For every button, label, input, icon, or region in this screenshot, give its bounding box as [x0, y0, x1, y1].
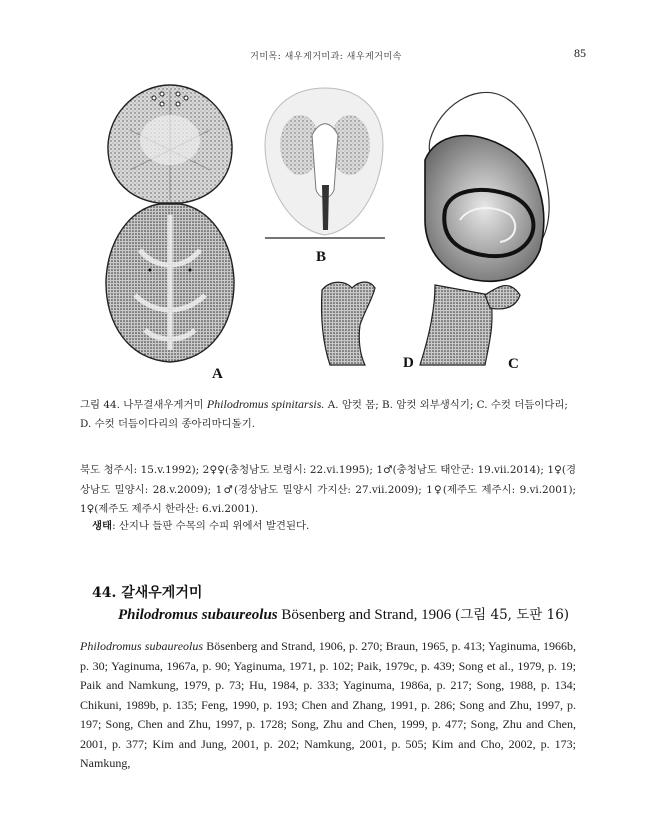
panel-b-epigyne [265, 88, 385, 265]
ecology-note [92, 517, 309, 535]
figure-illustration [90, 80, 570, 380]
panel-label-c: C [508, 356, 519, 372]
species-authority: Bösenberg and Strand, 1906 [277, 607, 455, 623]
species-latin-heading [118, 603, 569, 624]
synonymy-list [80, 637, 576, 774]
synonymy-name: Philodromus subaureolus [80, 639, 204, 653]
caption-species: Philodromus spinitarsis. [206, 397, 325, 411]
page-number: 85 [574, 46, 586, 60]
ecology-label: 생태 [92, 520, 113, 532]
panel-d-tibial-apophysis [322, 282, 414, 371]
panel-a-female-body [106, 85, 234, 380]
specimen-records: 북도 청주시: 15.v.1992); 2♀♀(충청남도 보령시: 22.vi.1995); 1♂(충청남도 태안군: 19.vii.2014); 1♀(경상남도 밀양시: 28.v.2009); 1♂(경상남도 밀양시 가지산: 27.vii.2009); 1♀(제주도 제주시: 9.vi.2001); 1♀(제주도 제주시 한라산: 6.vi.2001). [80, 464, 576, 515]
running-head: 거미목: 새우게거미과: 새우게거미속 [250, 52, 402, 62]
panel-label-d: D [403, 355, 414, 371]
species-heading: 44. 갈새우게거미 [92, 585, 203, 601]
panel-c-male-palp [420, 92, 549, 372]
figure-44 [90, 80, 570, 380]
ecology-text: : 산지나 들판 수목의 수피 위에서 발견된다. [112, 520, 310, 532]
figure-caption [80, 395, 575, 434]
synonymy-text: Bösenberg and Strand, 1906, p. 270; Braun, 1965, p. 413; Yaginuma, 1966b, p. 30; Yaginuma, 1967a, p. 90; Yaginuma, 1971, p. 102; Paik, 1979c, p. 439; Song et al., 1979, p. 19; Paik and Namkung, 1979, p. 73; Hu, 1984, p. 333; Yaginuma, 1986a, p. 217; Song, 1988, p. 134; Chikuni, 1989b, p. 135; Feng, 1990, p. 193; Chen and Zhang, 1991, p. 286; Song and Zhu, 1997, p. 197; Song, Chen and Zhu, 1997, p. 1728; Song, Zhu and Chen, 1999, p. 477; Song, Zhu and Chen, 2001, p. 377; Kim and Jung, 2001, p. 202; Namkung, 2001, p. 505; Kim and Cho, 2002, p. 173; Namkung, [80, 639, 576, 770]
caption-prefix: 그림 44. 나무결새우게거미 [80, 399, 204, 411]
species-latin-name: Philodromus subaureolus [118, 607, 278, 623]
caption-panels: A. 암컷 몸; B. 암컷 외부생식기; C. 수컷 더듬이다리; D. 수컷 더듬이다리의 종아리마디돌기. [80, 399, 568, 430]
panel-label-a: A [212, 366, 223, 380]
panel-label-b: B [316, 249, 327, 265]
species-figure-ref: (그림 45, 도판 16) [454, 607, 570, 623]
